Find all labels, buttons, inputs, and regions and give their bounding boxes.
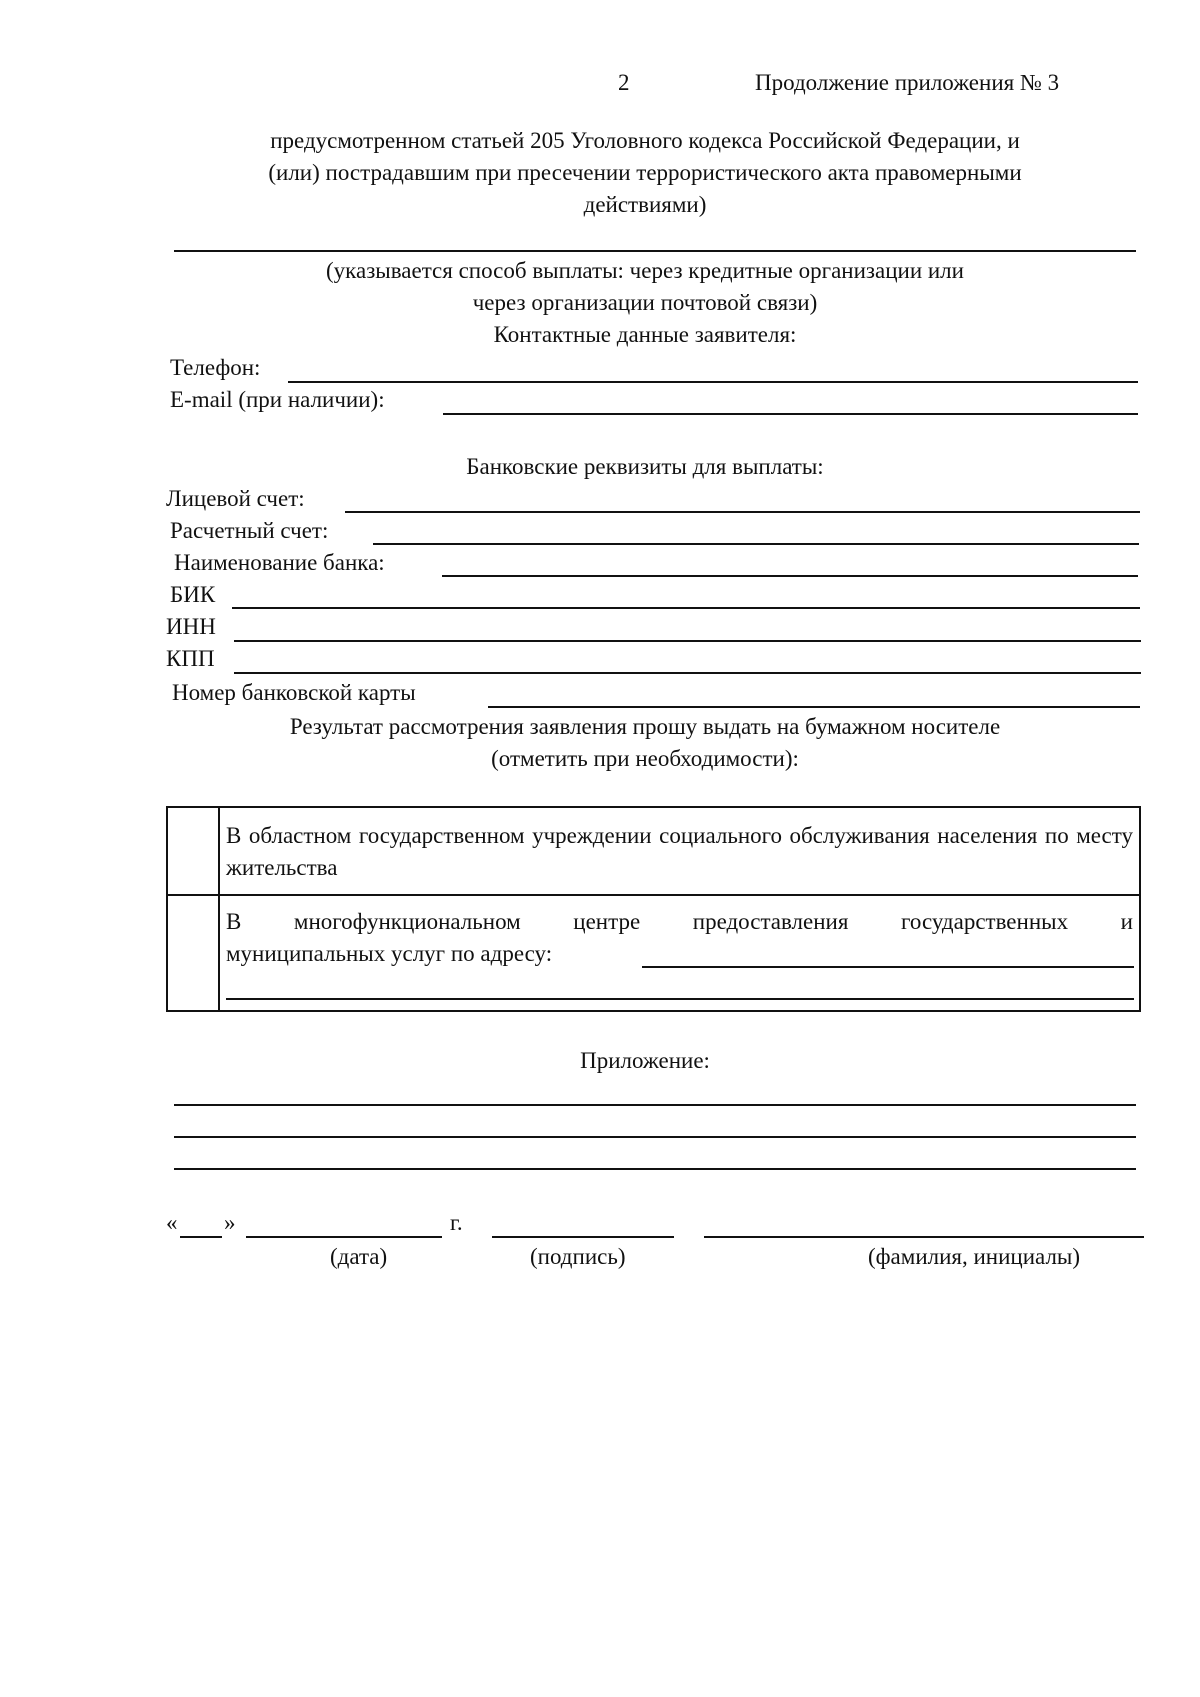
personal-account-field[interactable] xyxy=(345,511,1140,513)
attachment-line-3[interactable] xyxy=(174,1168,1136,1170)
payment-method-field[interactable] xyxy=(174,250,1136,252)
intro-line-3: действиями) xyxy=(583,192,707,217)
delivery-options-table xyxy=(166,806,1141,1012)
intro-line-2: (или) пострадавшим при пресечении террористического акта правомерными xyxy=(268,160,1022,185)
name-caption: (фамилия, инициалы) xyxy=(868,1244,1081,1269)
attachment-line-2[interactable] xyxy=(174,1136,1136,1138)
settlement-account-label: Расчетный счет: xyxy=(170,518,329,543)
date-month-field[interactable] xyxy=(246,1236,442,1238)
payment-method-note-1: (указывается способ выплаты: через кредитные организации или xyxy=(326,258,964,283)
option-2-text-line-1: В многофункциональном центре предоставления государственных и xyxy=(226,909,1133,934)
option-2-text-line-2: муниципальных услуг по адресу: xyxy=(226,941,553,966)
phone-field[interactable] xyxy=(288,381,1138,383)
inn-field[interactable] xyxy=(234,640,1141,642)
bik-field[interactable] xyxy=(232,607,1140,609)
kpp-label: КПП xyxy=(166,646,215,671)
page-number: 2 xyxy=(618,70,630,95)
bik-label: БИК xyxy=(170,582,216,607)
date-quote-close: » xyxy=(224,1210,236,1235)
phone-label: Телефон: xyxy=(170,355,261,380)
date-caption: (дата) xyxy=(330,1244,388,1269)
settlement-account-field[interactable] xyxy=(373,543,1139,545)
email-label: E-mail (при наличии): xyxy=(170,387,385,412)
paper-result-line-2: (отметить при необходимости): xyxy=(491,746,799,771)
signature-caption: (подпись) xyxy=(530,1244,626,1269)
continuation-title: Продолжение приложения № 3 xyxy=(755,70,1060,95)
card-number-label: Номер банковской карты xyxy=(172,680,416,705)
date-year-suffix: г. xyxy=(450,1210,463,1235)
bank-heading: Банковские реквизиты для выплаты: xyxy=(466,454,824,479)
intro-line-1: предусмотренном статьей 205 Уголовного кодекса Российской Федерации, и xyxy=(270,128,1020,153)
option-1-text: В областном государственном учреждении социального обслуживания населения по месту жительства xyxy=(226,823,1133,880)
attachment-heading: Приложение: xyxy=(580,1048,710,1073)
payment-method-note-2: через организации почтовой связи) xyxy=(472,290,818,315)
attachment-line-1[interactable] xyxy=(174,1104,1136,1106)
option-2-checkbox[interactable] xyxy=(168,896,218,1012)
personal-account-label: Лицевой счет: xyxy=(166,486,305,511)
card-number-field[interactable] xyxy=(488,706,1140,708)
option-2-address-field-1[interactable] xyxy=(642,966,1134,968)
table-column-divider xyxy=(218,808,220,1010)
date-day-field[interactable] xyxy=(180,1236,222,1238)
option-1-checkbox[interactable] xyxy=(168,808,218,894)
contacts-heading: Контактные данные заявителя: xyxy=(493,322,797,347)
inn-label: ИНН xyxy=(166,614,216,639)
full-name-field[interactable] xyxy=(704,1236,1144,1238)
option-2-address-field-2[interactable] xyxy=(226,998,1134,1000)
bank-name-label: Наименование банка: xyxy=(174,550,385,575)
signature-field[interactable] xyxy=(492,1236,674,1238)
table-row-divider xyxy=(168,894,1139,896)
kpp-field[interactable] xyxy=(234,672,1141,674)
date-quote-open: « xyxy=(166,1210,178,1235)
bank-name-field[interactable] xyxy=(442,575,1138,577)
email-field[interactable] xyxy=(443,413,1138,415)
paper-result-line-1: Результат рассмотрения заявления прошу выдать на бумажном носителе xyxy=(289,714,1001,739)
